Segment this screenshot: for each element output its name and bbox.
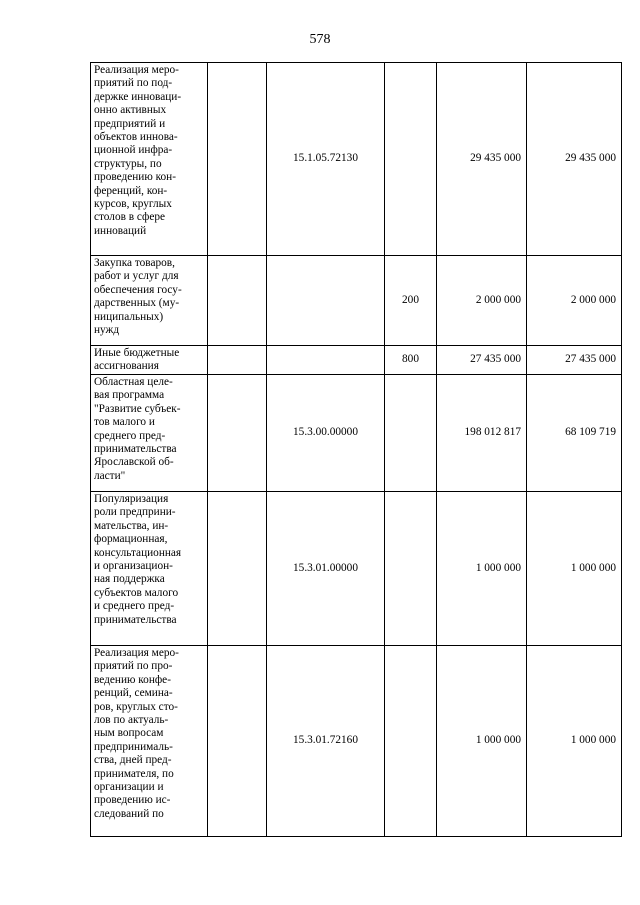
row-empty-cell [208, 63, 267, 256]
row-name-cell: Реализация меро- приятий по про- ведению конфе- ренций, семина- ров, круглых сто- лов по актуаль- ным вопросам предпринималь- ства, дней пред- принимателя, по организации и проведению ис- следований по [91, 646, 208, 837]
row-empty-cell [208, 346, 267, 375]
row-amount-first-cell: 29 435 000 [437, 63, 527, 256]
row-name-cell: Закупка товаров, работ и услуг для обеспечения госу- дарственных (му- ниципальных) нужд [91, 256, 208, 346]
row-empty-cell [208, 256, 267, 346]
table-row [91, 256, 622, 346]
row-target-article-cell: 15.3.01.72160 [267, 646, 385, 837]
row-amount-first-cell: 2 000 000 [437, 256, 527, 346]
row-expense-type-cell [385, 63, 437, 256]
table-row [91, 375, 622, 492]
table-row [91, 346, 622, 375]
row-target-article-cell: 15.3.01.00000 [267, 492, 385, 646]
table-row [91, 63, 622, 256]
page-number: 578 [309, 32, 331, 47]
row-amount-first-cell: 198 012 817 [437, 375, 527, 492]
row-empty-cell [208, 492, 267, 646]
row-amount-second-cell: 68 109 719 [527, 375, 622, 492]
row-amount-second-cell: 2 000 000 [527, 256, 622, 346]
row-name-cell: Популяризация роли предприни- мательства, ин- формационная, консультационная и организацион- ная поддержка субъектов малого и среднего пред- принимательства [91, 492, 208, 646]
row-amount-second-cell: 27 435 000 [527, 346, 622, 375]
budget-table [90, 62, 622, 837]
row-expense-type-cell [385, 375, 437, 492]
row-expense-type-cell: 800 [385, 346, 437, 375]
row-amount-second-cell: 1 000 000 [527, 646, 622, 837]
table-row [91, 492, 622, 646]
row-amount-first-cell: 1 000 000 [437, 492, 527, 646]
table-row [91, 646, 622, 837]
row-name-cell: Областная целе- вая программа "Развитие субъек- тов малого и среднего пред- принимательства Ярославской об- ласти" [91, 375, 208, 492]
row-amount-second-cell: 29 435 000 [527, 63, 622, 256]
row-empty-cell [208, 646, 267, 837]
row-name-cell: Реализация меро- приятий по под- держке инноваци- онно активных предприятий и объектов иннова- ционной инфра- структуры, по проведению кон- ференций, кон- курсов, круглых столов в сфере инноваций [91, 63, 208, 256]
row-target-article-cell [267, 256, 385, 346]
row-amount-first-cell: 27 435 000 [437, 346, 527, 375]
row-target-article-cell [267, 346, 385, 375]
row-empty-cell [208, 375, 267, 492]
row-name-cell: Иные бюджетные ассигнования [91, 346, 208, 375]
row-expense-type-cell: 200 [385, 256, 437, 346]
row-amount-second-cell: 1 000 000 [527, 492, 622, 646]
row-expense-type-cell [385, 646, 437, 837]
row-expense-type-cell [385, 492, 437, 646]
row-target-article-cell: 15.1.05.72130 [267, 63, 385, 256]
row-amount-first-cell: 1 000 000 [437, 646, 527, 837]
row-target-article-cell: 15.3.00.00000 [267, 375, 385, 492]
